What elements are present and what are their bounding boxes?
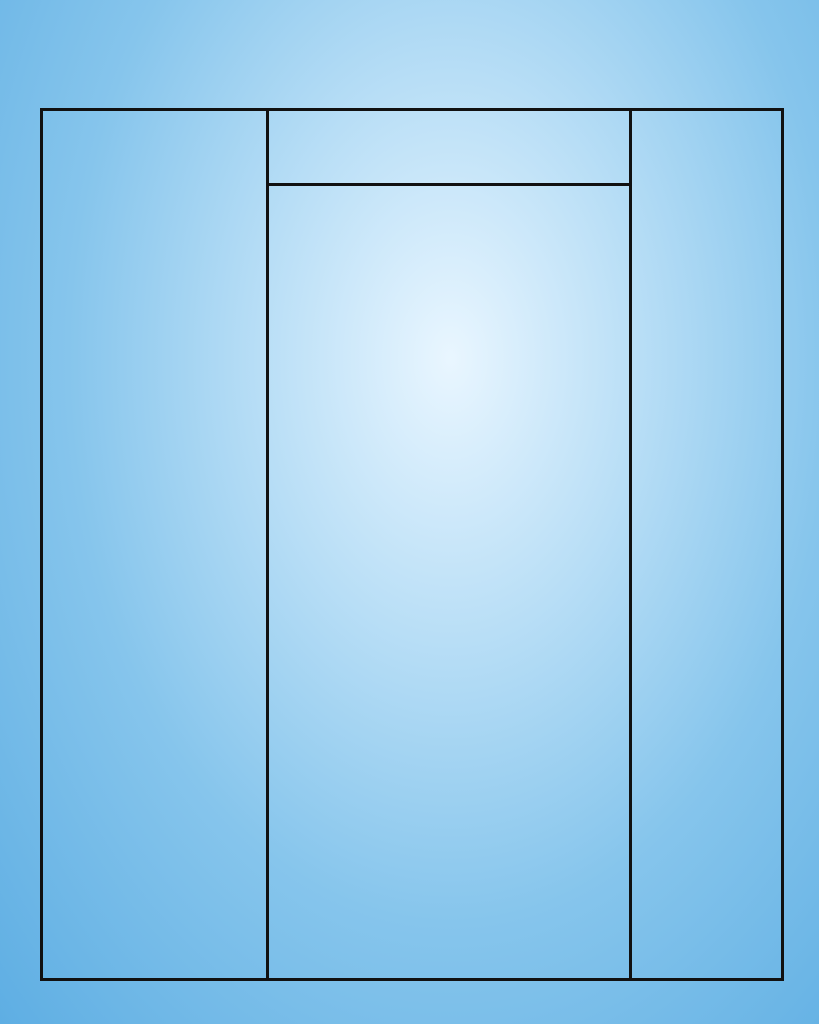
intro-text [269,108,629,186]
rights-info-table [269,108,629,981]
attendance-wage-column [629,108,784,981]
employee-notice-column [40,108,269,981]
